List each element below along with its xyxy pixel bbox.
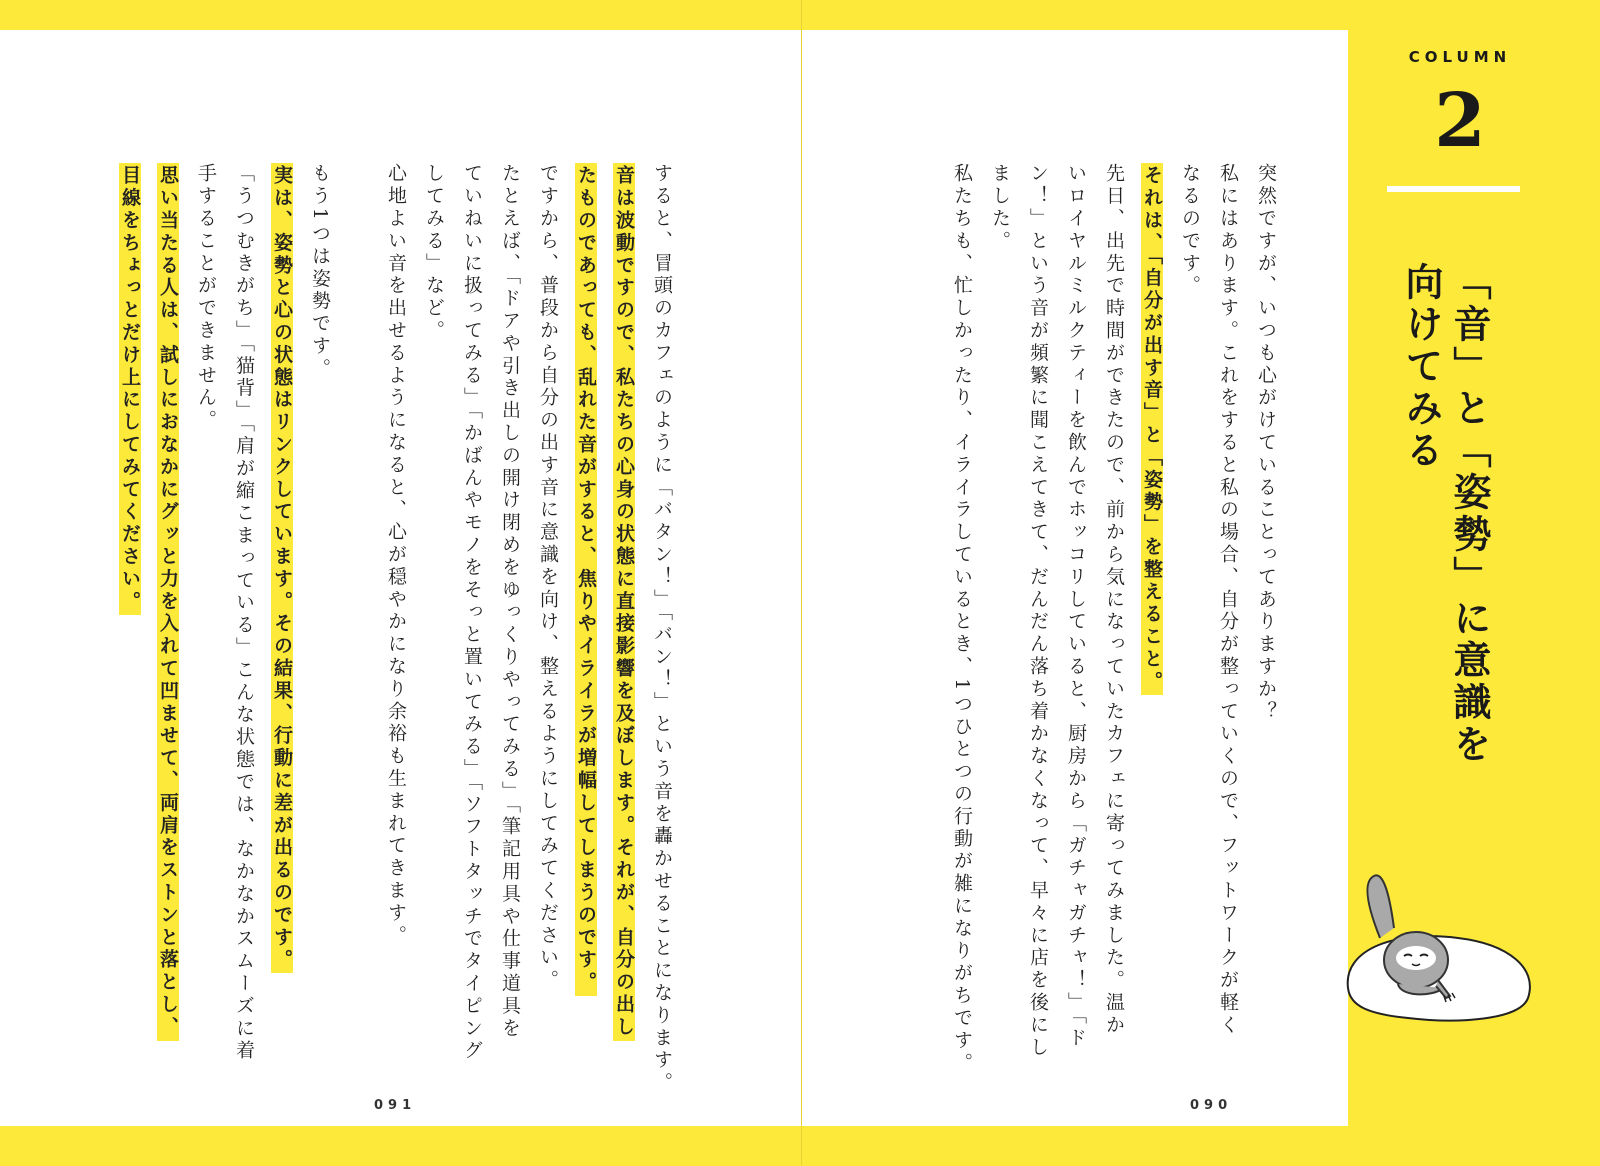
right-body-line-8: ました。: [989, 163, 1011, 253]
highlight-text: 実は、姿勢と心の状態はリンクしています。その結果、行動に差が出るのです。: [271, 165, 293, 972]
left-body-line-10: [272, 163, 291, 973]
right-body-line-2: 私にはあります。これをすると私の場合、自分が整っていくので、フットワークが軽く: [1217, 163, 1239, 1037]
left-body-line-1: すると、冒頭のカフェのように「バタン！」「バン！」という音を轟かせることになります。: [651, 163, 673, 1095]
column-label: COLUMN: [1408, 48, 1512, 66]
left-body-line-8: 心地よい音を出せるようになると、心が穏やかになり余裕も生まれてきます。: [385, 163, 407, 947]
highlight-text: 音は波動ですので、私たちの心身の状態に直接影響を及ぼします。それが、自分の出し: [613, 165, 635, 1039]
highlight-text: たものであっても、乱れた音がすると、焦りやイライラが増幅してしまうのです。: [575, 165, 597, 994]
left-body-line-13: [158, 163, 177, 1041]
sloth-illustration: [1338, 868, 1538, 1028]
highlight-text: 思い当たる人は、試しにおなかにグッと力を入れて凹ませて、両肩をストンと落とし、: [157, 165, 179, 1039]
left-body-line-3: [576, 163, 595, 996]
right-body-line-4: [1142, 163, 1161, 695]
column-number: 2: [1434, 78, 1486, 164]
left-body-line-7: してみる」など。: [423, 163, 445, 343]
right-body-line-5: 先日、出先で時間ができたので、前から気になっていたカフェに寄ってみました。温か: [1103, 163, 1125, 1037]
highlight-text: それは、「自分が出す音」と「姿勢」を整えること。: [1141, 165, 1163, 694]
left-body-line-2: [614, 163, 633, 1041]
page-gutter: [801, 0, 802, 1166]
highlight-text: 目線をちょっとだけ上にしてみてください。: [119, 165, 141, 613]
left-body-line-4: ですから、普段から自分の出す音に意識を向け、整えるようにしてみてください。: [537, 163, 559, 992]
right-body-line-6: いロイヤルミルクティーを飲んでホッコリしていると、厨房から「ガチャガチャ！」「ド: [1065, 163, 1087, 1050]
right-page-number: 090: [1190, 1098, 1233, 1113]
column-title-line-1: 「音」と「姿勢」に意識を: [1447, 262, 1491, 766]
left-body-line-14: [120, 163, 139, 615]
left-body-line-12: 手することができません。: [195, 163, 217, 432]
right-body-line-9: 私たちも、忙しかったり、イライラしているとき、1つひとつの行動が雑になりがちです。: [951, 163, 973, 1075]
left-body-line-9: もう1つは姿勢です。: [309, 163, 331, 381]
left-page-number: 091: [374, 1098, 417, 1113]
column-title-line-2: 向けてみる: [1399, 262, 1443, 472]
right-body-line-7: ン！」という音が頻繁に聞こえてきて、だんだん落ち着かなくなって、早々に店を後にし: [1027, 163, 1049, 1059]
right-body-line-3: なるのです。: [1179, 163, 1201, 298]
left-body-line-5: たとえば、「ドアや引き出しの開け閉めをゆっくりやってみる」「筆記用具や仕事道具を: [499, 163, 521, 1040]
column-rule: [1387, 186, 1520, 192]
left-body-line-11: 「うつむきがち」「猫背」「肩が縮こまっている」こんな状態では、なかなかスムーズに着: [233, 163, 255, 1063]
left-body-line-6: ていねいに扱ってみる」「かばんやモノをそっと置いてみる」「ソフトタッチでタイピング: [461, 163, 483, 1063]
right-body-line-1: 突然ですが、いつも心がけていることってありますか？: [1255, 163, 1277, 723]
